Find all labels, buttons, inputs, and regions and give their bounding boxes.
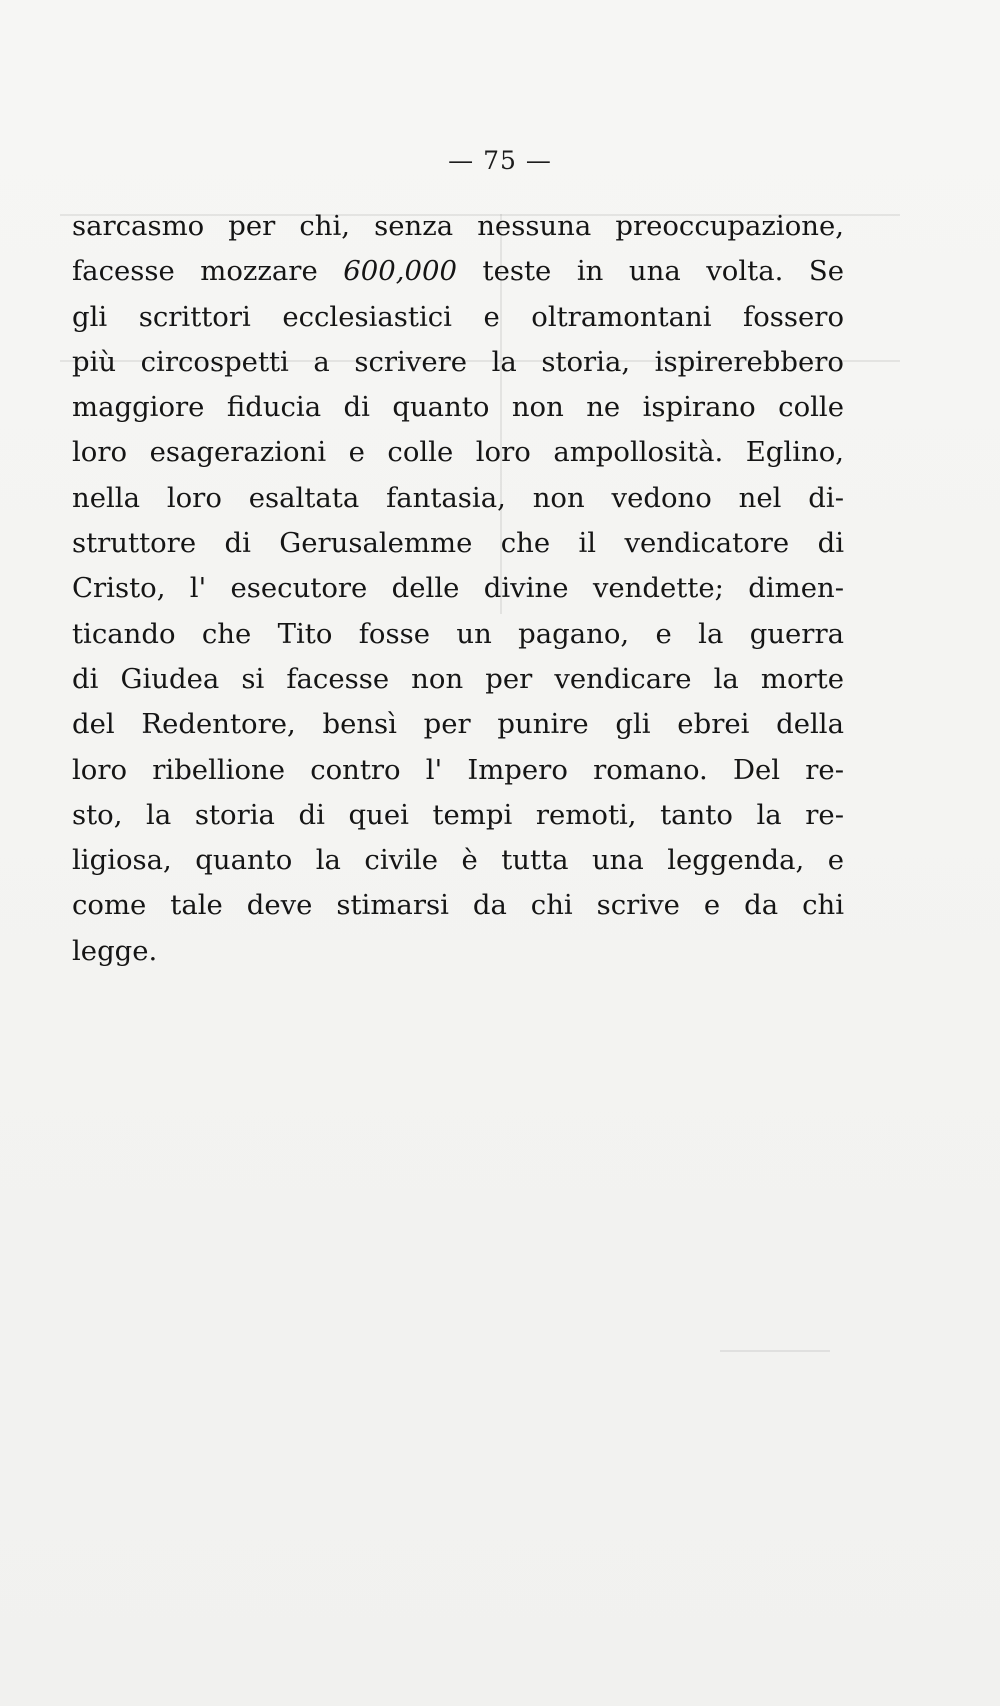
text-line: come tale deve stimarsi da chi scrive e da chi	[72, 889, 844, 922]
text-line: del Redentore, bensì per punire gli ebrei della	[72, 708, 844, 741]
text-line: loro esagerazioni e colle loro ampollosità. Eglino,	[72, 436, 844, 469]
text-line: maggiore fiducia di quanto non ne ispirano colle	[72, 391, 844, 424]
text-line: di Giudea si facesse non per vendicare la morte	[72, 662, 844, 695]
figure-italic: 600,000	[343, 255, 457, 288]
text-line: Cristo, l' esecutore delle divine vendette; dimen-	[72, 572, 844, 605]
text-line: nella loro esaltata fantasia, non vedono nel di-	[72, 481, 844, 514]
page-number: — 75 —	[448, 146, 552, 175]
text-line: ligiosa, quanto la civile è tutta una leggenda, e	[72, 844, 844, 877]
text-line: più circospetti a scrivere la storia, ispirerebbero	[72, 345, 844, 378]
text-segment: facesse mozzare	[72, 255, 318, 288]
text-line: ticando che Tito fosse un pagano, e la guerra	[72, 617, 844, 650]
text-line: struttore di Gerusalemme che il vendicatore di	[72, 527, 844, 560]
text-line: gli scrittori ecclesiastici e oltramontani fossero	[72, 300, 844, 333]
body-text	[72, 204, 844, 974]
text-line: loro ribellione contro l' Impero romano. Del re-	[72, 753, 844, 786]
text-line: legge.	[72, 934, 158, 967]
text-line: sto, la storia di quei tempi remoti, tanto la re-	[72, 798, 844, 831]
text-segment: teste in una volta. Se	[482, 255, 844, 288]
text-line: sarcasmo per chi, senza nessuna preoccupazione,	[72, 210, 844, 242]
text-line	[72, 249, 844, 294]
bleed-through-rule	[720, 1350, 830, 1352]
